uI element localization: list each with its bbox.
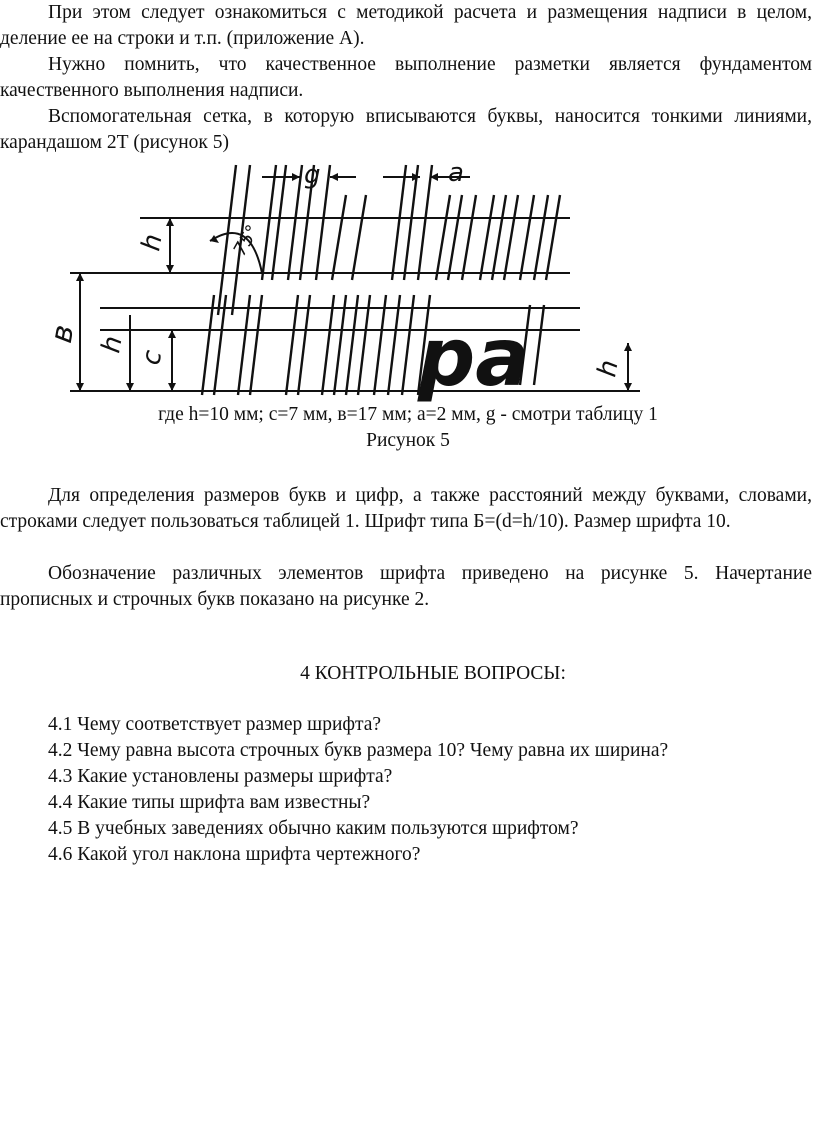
paragraph-grid-text: Вспомогательная сетка, в которую вписываются буквы, наносится тонкими линиями, карандашом 2Т (рисунок 5) bbox=[0, 106, 812, 153]
label-angle: 75° bbox=[229, 221, 264, 260]
question-item: 4.4 Какие типы шрифта вам известны? bbox=[48, 792, 371, 813]
label-h-top: h bbox=[136, 231, 169, 254]
label-h-left: h bbox=[96, 333, 129, 356]
question-item: 4.1 Чему соответствует размер шрифта? bbox=[48, 714, 382, 735]
section-heading: 4 КОНТРОЛЬНЫЕ ВОПРОСЫ: bbox=[300, 663, 566, 684]
label-c: c bbox=[136, 347, 169, 368]
figure-legend: где h=10 мм; c=7 мм, в=17 мм; a=2 мм, g - смотри таблицу 1 bbox=[158, 404, 658, 425]
paragraph-grid bbox=[0, 104, 812, 156]
paragraph-elements-text: Обозначение различных элементов шрифта приведено на рисунке 5. Начертание прописных и строчных букв показано на рисунке 2. bbox=[0, 563, 812, 610]
paragraph-markup-text: Нужно помнить, что качественное выполнение разметки является фундаментом качественного выполнения надписи. bbox=[0, 54, 812, 101]
paragraph-markup bbox=[0, 52, 812, 104]
slanted-lines-row1 bbox=[218, 165, 560, 315]
figure-caption: Рисунок 5 bbox=[366, 430, 450, 451]
question-item: 4.5 В учебных заведениях обычно каким пользуются шрифтом? bbox=[48, 818, 579, 839]
label-g: g bbox=[304, 160, 321, 190]
paragraph-method bbox=[0, 0, 812, 52]
lettering-grid-figure bbox=[0, 155, 816, 403]
paragraph-method-text: При этом следует ознакомиться с методикой расчета и размещения надписи в целом, деление ее на строки и т.п. (приложение А). bbox=[0, 2, 812, 49]
label-a: a bbox=[448, 158, 464, 188]
question-item: 4.2 Чему равна высота строчных букв размера 10? Чему равна их ширина? bbox=[48, 740, 669, 761]
question-item: 4.3 Какие установлены размеры шрифта? bbox=[48, 766, 393, 787]
sample-letters-pa: pa bbox=[418, 311, 530, 403]
paragraph-sizes-text: Для определения размеров букв и цифр, а также расстояний между буквами, словами, строками следует пользоваться таблицей 1. Шрифт типа Б=(d=h/10). Размер шрифта 10. bbox=[0, 485, 812, 532]
label-b: в bbox=[43, 322, 82, 346]
paragraph-elements bbox=[0, 561, 812, 613]
question-item: 4.6 Какой угол наклона шрифта чертежного? bbox=[48, 844, 421, 865]
paragraph-sizes bbox=[0, 483, 812, 535]
label-h-right: h bbox=[592, 357, 625, 380]
